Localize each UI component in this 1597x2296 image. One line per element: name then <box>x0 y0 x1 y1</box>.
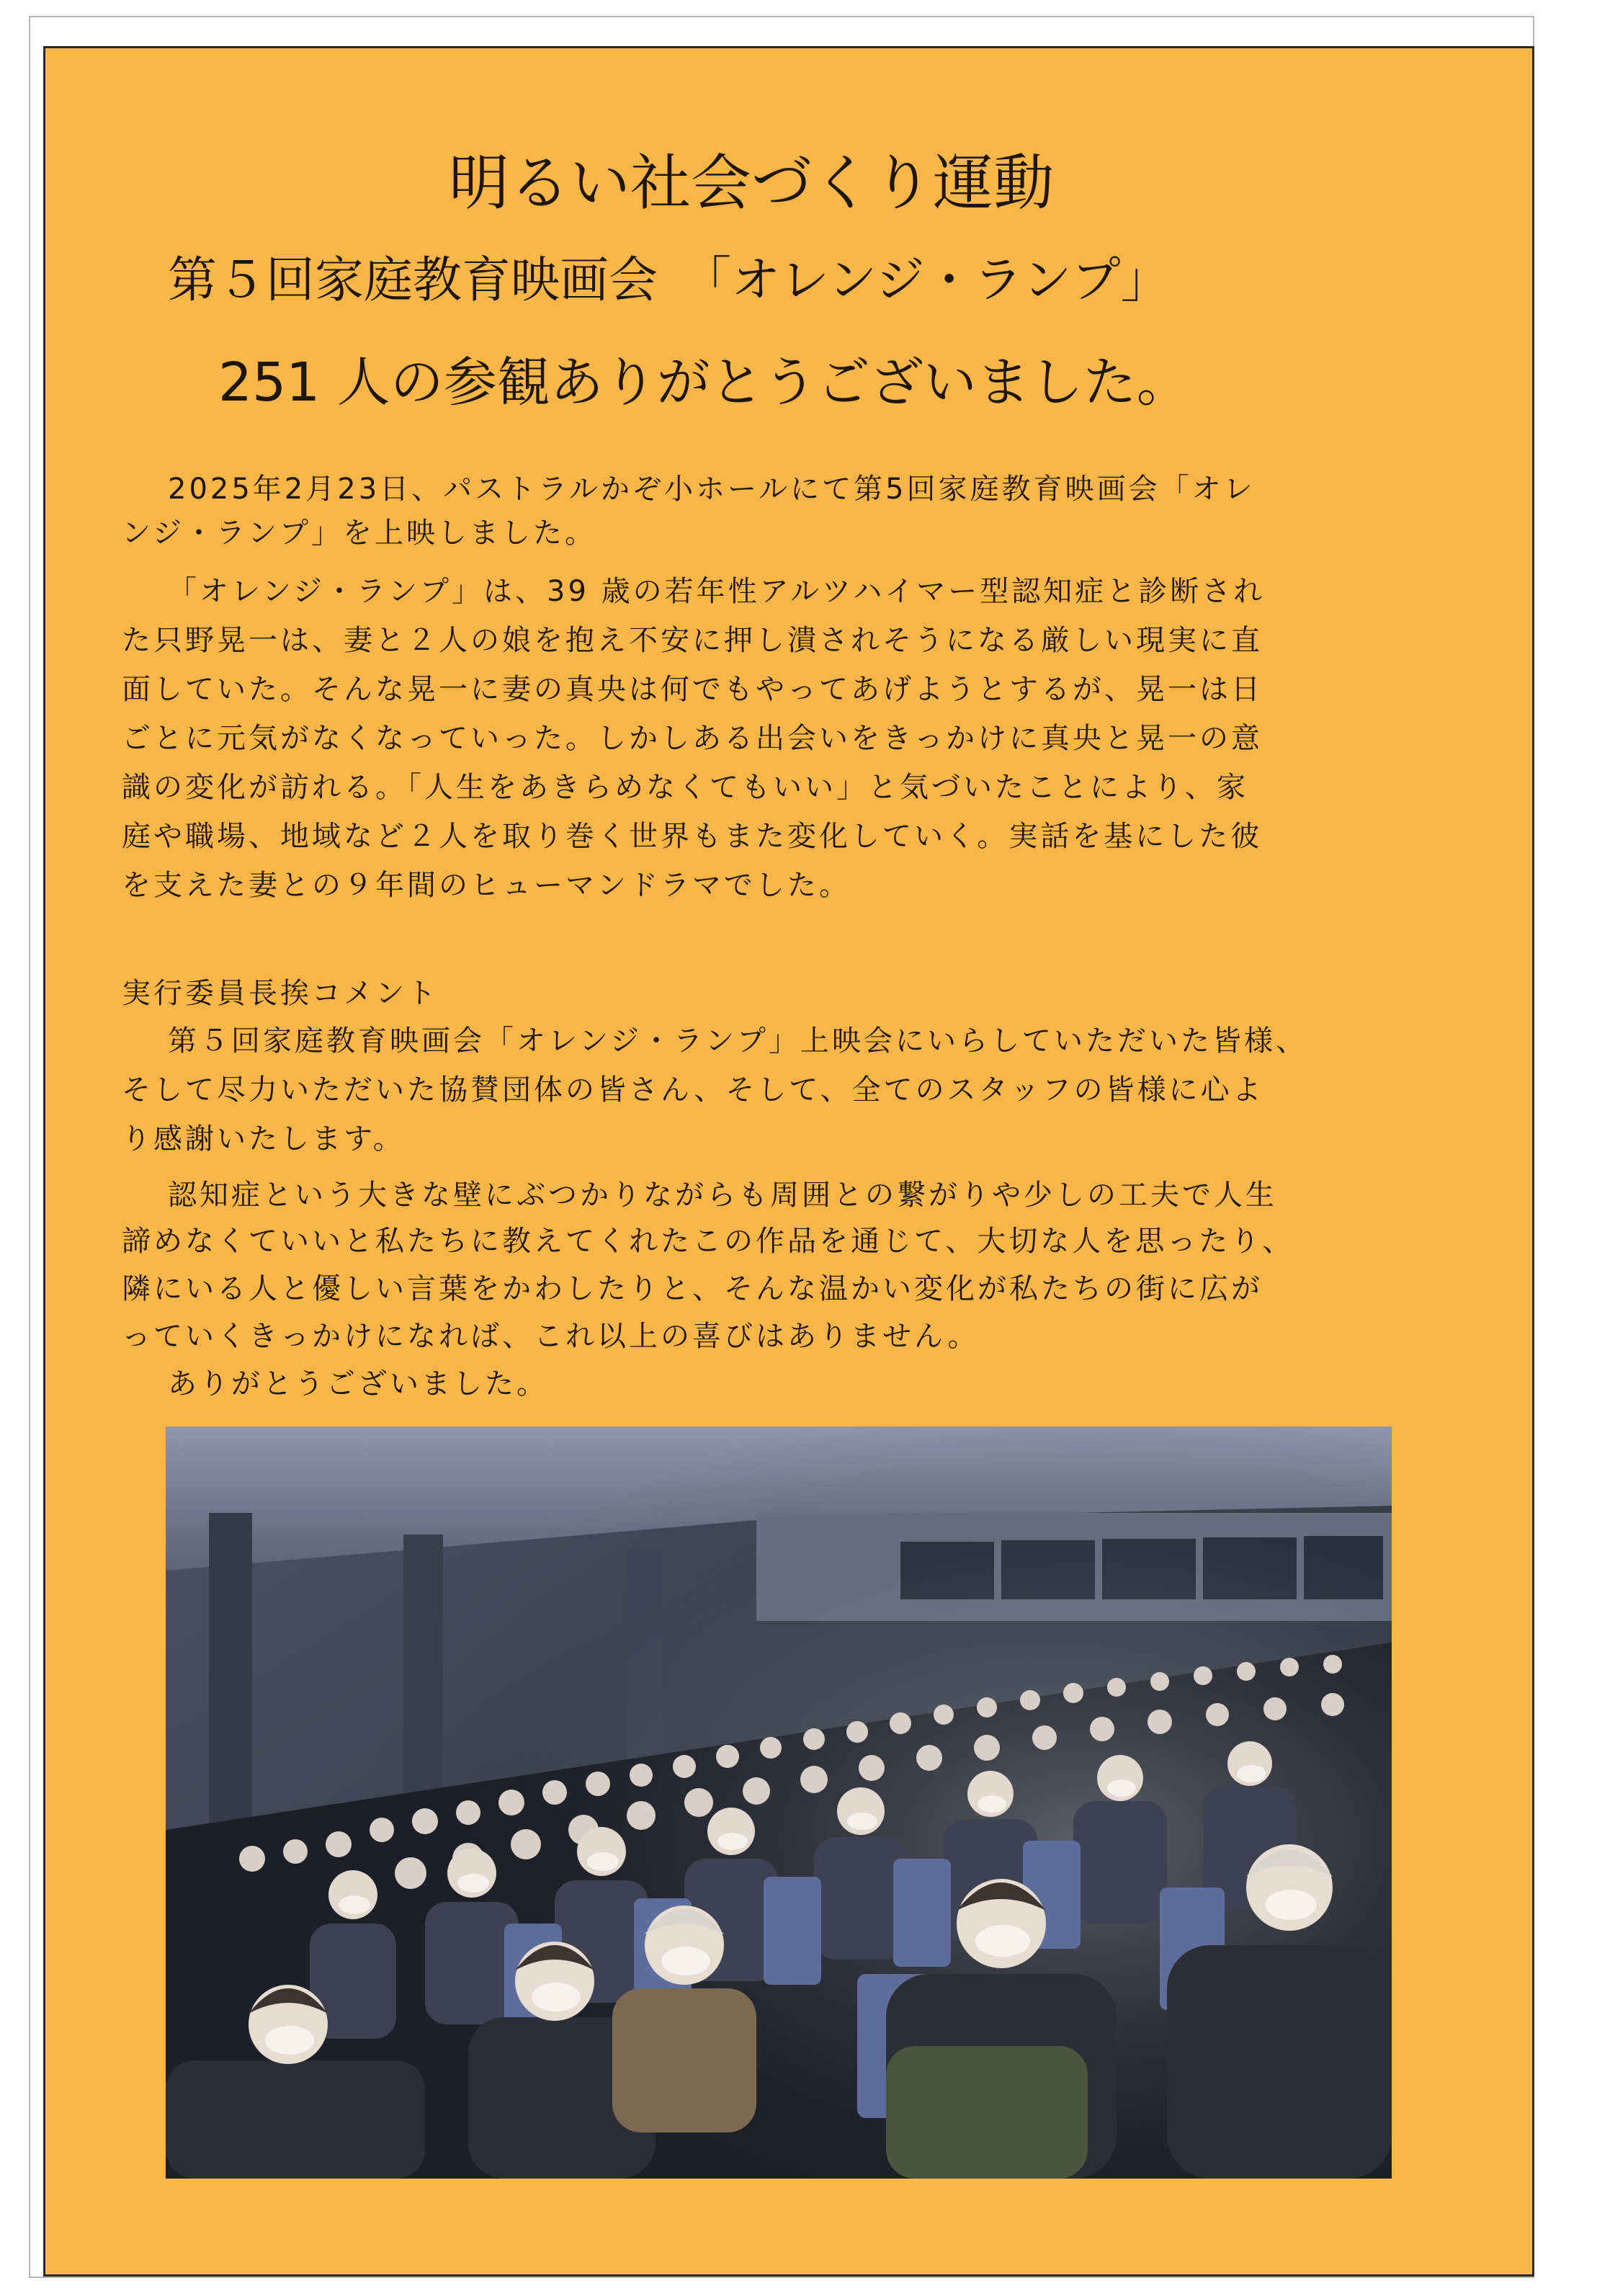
report-line: た只野晃一は、妻と２人の娘を抱え不安に押し潰されそうになる厳しい現実に直 <box>122 624 1263 657</box>
headline-subtitle: 第５回家庭教育映画会 「オレンジ・ランプ」 <box>168 252 1170 309</box>
comment-line: そして尽力いただいた協賛団体の皆さん、そして、全てのスタッフの皆様に心よ <box>122 1073 1264 1107</box>
comment-heading: 実行委員長挨コメント <box>122 977 439 1010</box>
flyer-panel <box>43 46 1534 2277</box>
comment-line: り感謝いたします。 <box>122 1122 405 1156</box>
comment-line: っていくきっかけになれば、これ以上の喜びはありません。 <box>122 1320 980 1353</box>
comment-line: 諦めなくていいと私たちに教えてくれたこの作品を通じて、大切な人を思ったり、 <box>122 1225 1294 1258</box>
comment-line: 隣にいる人と優しい言葉をかわしたりと、そんな温かい変化が私たちの街に広が <box>122 1272 1263 1305</box>
report-line: 面していた。そんな晃一に妻の真央は何でもやってあげようとするが、晃一は日 <box>122 673 1263 706</box>
report-line: ごとに元気がなくなっていった。しかしある出会いをきっかけに真央と晃一の意 <box>122 722 1263 755</box>
audience-photo-illustration <box>166 1426 1392 2179</box>
report-line: 「オレンジ・ランプ」は、39 歳の若年性アルツハイマー型認知症と診断され <box>168 575 1266 608</box>
report-line: ンジ・ランプ」を上映しました。 <box>122 517 596 550</box>
headline-thanks: 251 人の参観ありがとうございました。 <box>218 352 1190 414</box>
comment-line: ありがとうございました。 <box>168 1367 548 1401</box>
audience-photo <box>166 1426 1392 2179</box>
comment-line: 第５回家庭教育映画会「オレンジ・ランプ」上映会にいらしていただいた皆様、 <box>168 1024 1307 1058</box>
comment-line: 認知症という大きな壁にぶつかりながらも周囲との繋がりや少しの工夫で人生 <box>168 1179 1277 1212</box>
report-line: 識の変化が訪れる。「人生をあきらめなくてもいい」と気づいたことにより、家 <box>122 771 1248 804</box>
report-line: を支えた妻との９年間のヒューマンドラマでした。 <box>122 869 851 902</box>
headline-title: 明るい社会づくり運動 <box>449 148 1055 218</box>
report-line: 庭や職場、地域など２人を取り巻く世界もまた変化していく。実話を基にした彼 <box>122 820 1263 853</box>
report-line: 2025年2月23日、パストラルかぞ小ホールにて第5回家庭教育映画会「オレ <box>168 473 1256 506</box>
